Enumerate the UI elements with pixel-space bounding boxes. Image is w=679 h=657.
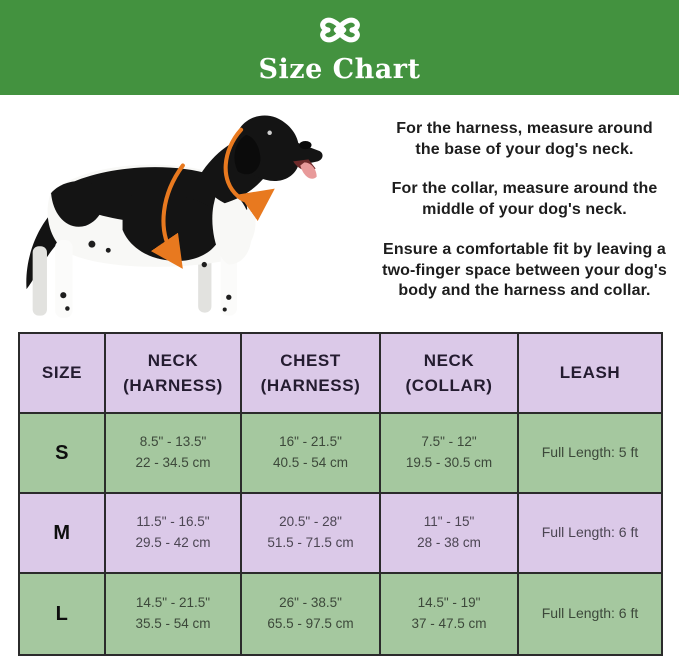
size-row-s bbox=[19, 413, 662, 493]
cell-l-leash: Full Length: 6 ft bbox=[518, 573, 662, 655]
size-row-m bbox=[19, 493, 662, 573]
measurement-instructions bbox=[382, 95, 679, 332]
col-header-leash: LEASH bbox=[518, 333, 662, 413]
cell-l-neck-collar: 14.5" - 19" 37 - 47.5 cm bbox=[380, 573, 518, 655]
measurement-guide-section bbox=[0, 95, 679, 332]
cell-s-leash: Full Length: 5 ft bbox=[518, 413, 662, 493]
dog-photo bbox=[0, 95, 382, 332]
cell-m-neck-collar: 11" - 15" 28 - 38 cm bbox=[380, 493, 518, 573]
col-header-size: SIZE bbox=[19, 333, 105, 413]
double-heart-infinity-logo bbox=[312, 7, 368, 53]
cell-m-size: M bbox=[19, 493, 105, 573]
size-row-l bbox=[19, 573, 662, 655]
dog-body bbox=[26, 115, 322, 317]
size-table bbox=[18, 332, 663, 656]
cell-l-neck-harness: 14.5" - 21.5" 35.5 - 54 cm bbox=[105, 573, 241, 655]
size-table-header-row bbox=[19, 333, 662, 413]
cell-m-leash: Full Length: 6 ft bbox=[518, 493, 662, 573]
cell-m-chest-harness: 20.5" - 28" 51.5 - 71.5 cm bbox=[241, 493, 380, 573]
instruction-harness: For the harness, measure around the base of your dog's neck. bbox=[396, 119, 653, 158]
col-header-neck-harness: NECK (HARNESS) bbox=[105, 333, 241, 413]
cell-m-neck-harness: 11.5" - 16.5" 29.5 - 42 cm bbox=[105, 493, 241, 573]
instruction-fit: Ensure a comfortable fit by leaving a two-finger space between your dog's body and the harness and collar. bbox=[382, 240, 667, 300]
dog-illustration bbox=[0, 95, 382, 332]
page-title: Size Chart bbox=[258, 54, 421, 85]
instruction-collar: For the collar, measure around the middle of your dog's neck. bbox=[391, 180, 658, 219]
cell-s-neck-harness: 8.5" - 13.5" 22 - 34.5 cm bbox=[105, 413, 241, 493]
col-header-chest-harness: CHEST (HARNESS) bbox=[241, 333, 380, 413]
cell-s-neck-collar: 7.5" - 12" 19.5 - 30.5 cm bbox=[380, 413, 518, 493]
cell-s-chest-harness: 16" - 21.5" 40.5 - 54 cm bbox=[241, 413, 380, 493]
col-header-neck-collar: NECK (COLLAR) bbox=[380, 333, 518, 413]
header-banner bbox=[0, 0, 679, 95]
cell-l-chest-harness: 26" - 38.5" 65.5 - 97.5 cm bbox=[241, 573, 380, 655]
cell-l-size: L bbox=[19, 573, 105, 655]
cell-s-size: S bbox=[19, 413, 105, 493]
